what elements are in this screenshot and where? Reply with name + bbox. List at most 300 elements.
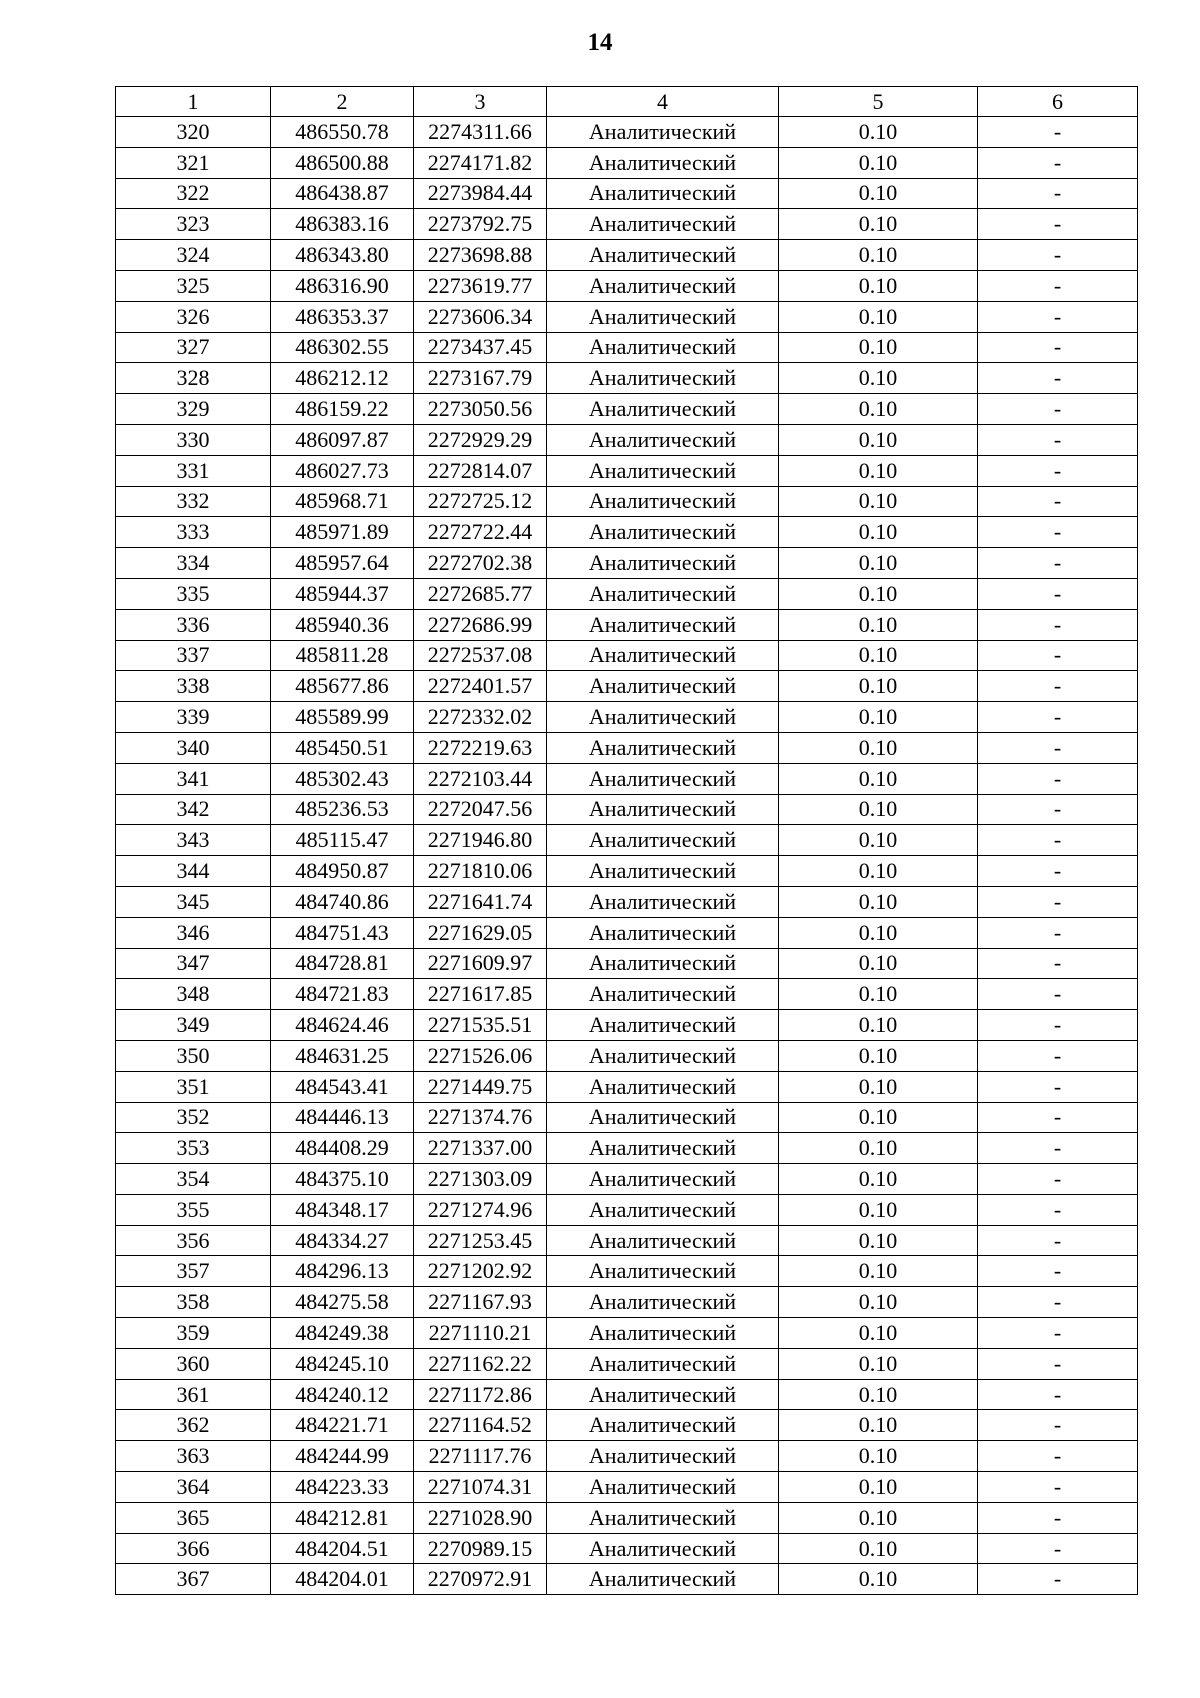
table-row xyxy=(116,1164,1138,1195)
cell-x-coordinate: 485236.53 xyxy=(271,794,414,825)
cell-method: Аналитический xyxy=(547,1318,779,1349)
cell-point-number: 323 xyxy=(116,209,271,240)
cell-y-coordinate: 2271629.05 xyxy=(414,917,547,948)
cell-method: Аналитический xyxy=(547,455,779,486)
cell-note: - xyxy=(978,1318,1138,1349)
cell-y-coordinate: 2273437.45 xyxy=(414,332,547,363)
cell-method: Аналитический xyxy=(547,1441,779,1472)
cell-method: Аналитический xyxy=(547,979,779,1010)
table-row xyxy=(116,1502,1138,1533)
cell-accuracy: 0.10 xyxy=(779,424,978,455)
cell-note: - xyxy=(978,1564,1138,1595)
cell-note: - xyxy=(978,702,1138,733)
cell-accuracy: 0.10 xyxy=(779,1410,978,1441)
cell-y-coordinate: 2270989.15 xyxy=(414,1533,547,1564)
cell-note: - xyxy=(978,1071,1138,1102)
cell-x-coordinate: 484212.81 xyxy=(271,1502,414,1533)
cell-point-number: 343 xyxy=(116,825,271,856)
cell-accuracy: 0.10 xyxy=(779,1040,978,1071)
column-header-3: 3 xyxy=(414,87,547,117)
table-row xyxy=(116,1256,1138,1287)
cell-accuracy: 0.10 xyxy=(779,1318,978,1349)
table-row xyxy=(116,578,1138,609)
cell-method: Аналитический xyxy=(547,424,779,455)
table-row xyxy=(116,948,1138,979)
cell-note: - xyxy=(978,363,1138,394)
column-header-6: 6 xyxy=(978,87,1138,117)
cell-accuracy: 0.10 xyxy=(779,671,978,702)
cell-point-number: 335 xyxy=(116,578,271,609)
cell-method: Аналитический xyxy=(547,117,779,148)
cell-accuracy: 0.10 xyxy=(779,640,978,671)
cell-y-coordinate: 2273984.44 xyxy=(414,178,547,209)
cell-note: - xyxy=(978,1287,1138,1318)
cell-note: - xyxy=(978,178,1138,209)
cell-x-coordinate: 486353.37 xyxy=(271,301,414,332)
cell-point-number: 327 xyxy=(116,332,271,363)
cell-note: - xyxy=(978,886,1138,917)
cell-x-coordinate: 486159.22 xyxy=(271,394,414,425)
table-row xyxy=(116,1318,1138,1349)
cell-method: Аналитический xyxy=(547,732,779,763)
cell-point-number: 337 xyxy=(116,640,271,671)
cell-accuracy: 0.10 xyxy=(779,1164,978,1195)
cell-note: - xyxy=(978,732,1138,763)
cell-method: Аналитический xyxy=(547,332,779,363)
cell-accuracy: 0.10 xyxy=(779,1010,978,1041)
cell-y-coordinate: 2271617.85 xyxy=(414,979,547,1010)
cell-y-coordinate: 2272685.77 xyxy=(414,578,547,609)
cell-note: - xyxy=(978,147,1138,178)
cell-x-coordinate: 484249.38 xyxy=(271,1318,414,1349)
cell-x-coordinate: 485971.89 xyxy=(271,517,414,548)
cell-x-coordinate: 484204.01 xyxy=(271,1564,414,1595)
cell-note: - xyxy=(978,1348,1138,1379)
cell-x-coordinate: 486438.87 xyxy=(271,178,414,209)
cell-method: Аналитический xyxy=(547,270,779,301)
column-header-5: 5 xyxy=(779,87,978,117)
cell-method: Аналитический xyxy=(547,486,779,517)
cell-x-coordinate: 484375.10 xyxy=(271,1164,414,1195)
cell-point-number: 333 xyxy=(116,517,271,548)
table-row xyxy=(116,1410,1138,1441)
cell-method: Аналитический xyxy=(547,240,779,271)
cell-accuracy: 0.10 xyxy=(779,825,978,856)
cell-method: Аналитический xyxy=(547,1164,779,1195)
cell-accuracy: 0.10 xyxy=(779,517,978,548)
cell-y-coordinate: 2271810.06 xyxy=(414,856,547,887)
cell-accuracy: 0.10 xyxy=(779,240,978,271)
table-row xyxy=(116,455,1138,486)
cell-note: - xyxy=(978,1441,1138,1472)
cell-x-coordinate: 485450.51 xyxy=(271,732,414,763)
cell-y-coordinate: 2273619.77 xyxy=(414,270,547,301)
cell-method: Аналитический xyxy=(547,363,779,394)
cell-point-number: 336 xyxy=(116,609,271,640)
cell-accuracy: 0.10 xyxy=(779,209,978,240)
cell-accuracy: 0.10 xyxy=(779,301,978,332)
cell-accuracy: 0.10 xyxy=(779,1502,978,1533)
cell-point-number: 334 xyxy=(116,548,271,579)
cell-note: - xyxy=(978,1410,1138,1441)
cell-accuracy: 0.10 xyxy=(779,948,978,979)
table-row xyxy=(116,640,1138,671)
cell-y-coordinate: 2271946.80 xyxy=(414,825,547,856)
table-row xyxy=(116,301,1138,332)
table-row xyxy=(116,1379,1138,1410)
cell-point-number: 345 xyxy=(116,886,271,917)
cell-accuracy: 0.10 xyxy=(779,1564,978,1595)
cell-note: - xyxy=(978,794,1138,825)
cell-x-coordinate: 484740.86 xyxy=(271,886,414,917)
cell-note: - xyxy=(978,1502,1138,1533)
cell-method: Аналитический xyxy=(547,1256,779,1287)
cell-accuracy: 0.10 xyxy=(779,609,978,640)
cell-note: - xyxy=(978,825,1138,856)
cell-accuracy: 0.10 xyxy=(779,1256,978,1287)
cell-method: Аналитический xyxy=(547,1102,779,1133)
cell-y-coordinate: 2271374.76 xyxy=(414,1102,547,1133)
table-row xyxy=(116,979,1138,1010)
cell-y-coordinate: 2272702.38 xyxy=(414,548,547,579)
page-number: 14 xyxy=(587,29,613,56)
cell-x-coordinate: 484446.13 xyxy=(271,1102,414,1133)
cell-point-number: 350 xyxy=(116,1040,271,1071)
table-row xyxy=(116,856,1138,887)
table-row xyxy=(116,732,1138,763)
table-row xyxy=(116,209,1138,240)
cell-point-number: 326 xyxy=(116,301,271,332)
cell-point-number: 360 xyxy=(116,1348,271,1379)
cell-x-coordinate: 486027.73 xyxy=(271,455,414,486)
cell-method: Аналитический xyxy=(547,609,779,640)
cell-point-number: 341 xyxy=(116,763,271,794)
table-row xyxy=(116,517,1138,548)
cell-method: Аналитический xyxy=(547,578,779,609)
cell-y-coordinate: 2271202.92 xyxy=(414,1256,547,1287)
cell-y-coordinate: 2272686.99 xyxy=(414,609,547,640)
table-header xyxy=(116,87,1138,117)
cell-accuracy: 0.10 xyxy=(779,1533,978,1564)
cell-y-coordinate: 2271028.90 xyxy=(414,1502,547,1533)
cell-x-coordinate: 485944.37 xyxy=(271,578,414,609)
cell-x-coordinate: 485589.99 xyxy=(271,702,414,733)
cell-y-coordinate: 2271274.96 xyxy=(414,1194,547,1225)
cell-point-number: 332 xyxy=(116,486,271,517)
cell-x-coordinate: 485302.43 xyxy=(271,763,414,794)
cell-point-number: 352 xyxy=(116,1102,271,1133)
cell-method: Аналитический xyxy=(547,1472,779,1503)
column-header-2: 2 xyxy=(271,87,414,117)
cell-method: Аналитический xyxy=(547,1225,779,1256)
cell-point-number: 330 xyxy=(116,424,271,455)
cell-note: - xyxy=(978,856,1138,887)
table-row xyxy=(116,486,1138,517)
cell-method: Аналитический xyxy=(547,640,779,671)
cell-accuracy: 0.10 xyxy=(779,886,978,917)
cell-accuracy: 0.10 xyxy=(779,178,978,209)
cell-accuracy: 0.10 xyxy=(779,1287,978,1318)
table-row xyxy=(116,270,1138,301)
cell-y-coordinate: 2271609.97 xyxy=(414,948,547,979)
cell-note: - xyxy=(978,1102,1138,1133)
cell-x-coordinate: 484728.81 xyxy=(271,948,414,979)
cell-method: Аналитический xyxy=(547,178,779,209)
cell-note: - xyxy=(978,948,1138,979)
table-row xyxy=(116,1010,1138,1041)
cell-y-coordinate: 2271526.06 xyxy=(414,1040,547,1071)
cell-accuracy: 0.10 xyxy=(779,117,978,148)
table-row xyxy=(116,825,1138,856)
cell-accuracy: 0.10 xyxy=(779,763,978,794)
cell-x-coordinate: 485940.36 xyxy=(271,609,414,640)
cell-method: Аналитический xyxy=(547,1010,779,1041)
table-row xyxy=(116,702,1138,733)
cell-point-number: 359 xyxy=(116,1318,271,1349)
table-row xyxy=(116,917,1138,948)
cell-x-coordinate: 486302.55 xyxy=(271,332,414,363)
table-row xyxy=(116,1133,1138,1164)
cell-x-coordinate: 486383.16 xyxy=(271,209,414,240)
cell-accuracy: 0.10 xyxy=(779,1102,978,1133)
table-row xyxy=(116,671,1138,702)
table-row xyxy=(116,886,1138,917)
cell-accuracy: 0.10 xyxy=(779,1133,978,1164)
cell-method: Аналитический xyxy=(547,917,779,948)
cell-y-coordinate: 2271162.22 xyxy=(414,1348,547,1379)
table-row xyxy=(116,332,1138,363)
cell-x-coordinate: 484223.33 xyxy=(271,1472,414,1503)
cell-point-number: 324 xyxy=(116,240,271,271)
cell-accuracy: 0.10 xyxy=(779,1441,978,1472)
cell-point-number: 351 xyxy=(116,1071,271,1102)
cell-y-coordinate: 2273792.75 xyxy=(414,209,547,240)
cell-note: - xyxy=(978,1379,1138,1410)
cell-x-coordinate: 485811.28 xyxy=(271,640,414,671)
table-row xyxy=(116,1071,1138,1102)
cell-y-coordinate: 2272814.07 xyxy=(414,455,547,486)
cell-accuracy: 0.10 xyxy=(779,1071,978,1102)
cell-y-coordinate: 2273606.34 xyxy=(414,301,547,332)
cell-x-coordinate: 484334.27 xyxy=(271,1225,414,1256)
table-row xyxy=(116,1194,1138,1225)
cell-point-number: 348 xyxy=(116,979,271,1010)
cell-note: - xyxy=(978,1256,1138,1287)
cell-note: - xyxy=(978,1472,1138,1503)
cell-y-coordinate: 2271172.86 xyxy=(414,1379,547,1410)
cell-method: Аналитический xyxy=(547,1348,779,1379)
cell-y-coordinate: 2271110.21 xyxy=(414,1318,547,1349)
cell-x-coordinate: 484721.83 xyxy=(271,979,414,1010)
cell-method: Аналитический xyxy=(547,1194,779,1225)
cell-note: - xyxy=(978,640,1138,671)
cell-point-number: 322 xyxy=(116,178,271,209)
table-row xyxy=(116,1533,1138,1564)
cell-point-number: 349 xyxy=(116,1010,271,1041)
table-row xyxy=(116,424,1138,455)
cell-note: - xyxy=(978,609,1138,640)
cell-point-number: 362 xyxy=(116,1410,271,1441)
cell-y-coordinate: 2274171.82 xyxy=(414,147,547,178)
cell-method: Аналитический xyxy=(547,1071,779,1102)
cell-note: - xyxy=(978,394,1138,425)
cell-note: - xyxy=(978,578,1138,609)
cell-accuracy: 0.10 xyxy=(779,548,978,579)
cell-y-coordinate: 2272722.44 xyxy=(414,517,547,548)
cell-method: Аналитический xyxy=(547,702,779,733)
table-row xyxy=(116,1102,1138,1133)
table-row xyxy=(116,240,1138,271)
column-header-4: 4 xyxy=(547,87,779,117)
cell-method: Аналитический xyxy=(547,394,779,425)
table-body xyxy=(116,117,1138,1595)
cell-method: Аналитический xyxy=(547,548,779,579)
cell-x-coordinate: 485677.86 xyxy=(271,671,414,702)
table-row xyxy=(116,1225,1138,1256)
cell-method: Аналитический xyxy=(547,517,779,548)
table-row xyxy=(116,117,1138,148)
cell-accuracy: 0.10 xyxy=(779,1225,978,1256)
cell-accuracy: 0.10 xyxy=(779,147,978,178)
cell-note: - xyxy=(978,1010,1138,1041)
cell-note: - xyxy=(978,424,1138,455)
cell-x-coordinate: 486550.78 xyxy=(271,117,414,148)
cell-method: Аналитический xyxy=(547,794,779,825)
cell-note: - xyxy=(978,1194,1138,1225)
cell-point-number: 325 xyxy=(116,270,271,301)
table-row xyxy=(116,763,1138,794)
cell-y-coordinate: 2272401.57 xyxy=(414,671,547,702)
cell-method: Аналитический xyxy=(547,1379,779,1410)
coordinates-table xyxy=(115,86,1138,1595)
cell-note: - xyxy=(978,270,1138,301)
cell-x-coordinate: 486343.80 xyxy=(271,240,414,271)
header-row xyxy=(116,87,1138,117)
cell-point-number: 342 xyxy=(116,794,271,825)
cell-note: - xyxy=(978,301,1138,332)
cell-method: Аналитический xyxy=(547,147,779,178)
cell-accuracy: 0.10 xyxy=(779,1348,978,1379)
cell-x-coordinate: 486212.12 xyxy=(271,363,414,394)
cell-method: Аналитический xyxy=(547,886,779,917)
cell-accuracy: 0.10 xyxy=(779,856,978,887)
cell-note: - xyxy=(978,763,1138,794)
table-row xyxy=(116,548,1138,579)
cell-x-coordinate: 484348.17 xyxy=(271,1194,414,1225)
cell-x-coordinate: 486097.87 xyxy=(271,424,414,455)
cell-point-number: 355 xyxy=(116,1194,271,1225)
cell-accuracy: 0.10 xyxy=(779,270,978,301)
cell-point-number: 364 xyxy=(116,1472,271,1503)
cell-y-coordinate: 2271167.93 xyxy=(414,1287,547,1318)
cell-method: Аналитический xyxy=(547,1040,779,1071)
cell-note: - xyxy=(978,1225,1138,1256)
cell-y-coordinate: 2271164.52 xyxy=(414,1410,547,1441)
cell-note: - xyxy=(978,671,1138,702)
cell-y-coordinate: 2272537.08 xyxy=(414,640,547,671)
cell-y-coordinate: 2272103.44 xyxy=(414,763,547,794)
cell-accuracy: 0.10 xyxy=(779,578,978,609)
cell-accuracy: 0.10 xyxy=(779,1379,978,1410)
cell-point-number: 328 xyxy=(116,363,271,394)
cell-method: Аналитический xyxy=(547,763,779,794)
cell-accuracy: 0.10 xyxy=(779,1194,978,1225)
cell-point-number: 338 xyxy=(116,671,271,702)
cell-y-coordinate: 2272332.02 xyxy=(414,702,547,733)
cell-method: Аналитический xyxy=(547,825,779,856)
cell-note: - xyxy=(978,240,1138,271)
cell-method: Аналитический xyxy=(547,856,779,887)
cell-x-coordinate: 484275.58 xyxy=(271,1287,414,1318)
table-row xyxy=(116,609,1138,640)
cell-x-coordinate: 484296.13 xyxy=(271,1256,414,1287)
cell-note: - xyxy=(978,117,1138,148)
cell-accuracy: 0.10 xyxy=(779,979,978,1010)
table-row xyxy=(116,178,1138,209)
cell-accuracy: 0.10 xyxy=(779,917,978,948)
table-row xyxy=(116,1564,1138,1595)
cell-x-coordinate: 485968.71 xyxy=(271,486,414,517)
cell-y-coordinate: 2272929.29 xyxy=(414,424,547,455)
cell-x-coordinate: 485957.64 xyxy=(271,548,414,579)
cell-note: - xyxy=(978,1040,1138,1071)
column-header-1: 1 xyxy=(116,87,271,117)
cell-method: Аналитический xyxy=(547,671,779,702)
cell-method: Аналитический xyxy=(547,209,779,240)
cell-x-coordinate: 484543.41 xyxy=(271,1071,414,1102)
cell-accuracy: 0.10 xyxy=(779,1472,978,1503)
cell-x-coordinate: 484631.25 xyxy=(271,1040,414,1071)
cell-x-coordinate: 484204.51 xyxy=(271,1533,414,1564)
cell-x-coordinate: 486500.88 xyxy=(271,147,414,178)
cell-x-coordinate: 484408.29 xyxy=(271,1133,414,1164)
cell-accuracy: 0.10 xyxy=(779,702,978,733)
cell-x-coordinate: 486316.90 xyxy=(271,270,414,301)
cell-accuracy: 0.10 xyxy=(779,332,978,363)
cell-y-coordinate: 2273167.79 xyxy=(414,363,547,394)
cell-y-coordinate: 2273050.56 xyxy=(414,394,547,425)
cell-accuracy: 0.10 xyxy=(779,394,978,425)
cell-point-number: 361 xyxy=(116,1379,271,1410)
cell-x-coordinate: 484751.43 xyxy=(271,917,414,948)
cell-x-coordinate: 484221.71 xyxy=(271,1410,414,1441)
cell-point-number: 363 xyxy=(116,1441,271,1472)
table-row xyxy=(116,147,1138,178)
cell-method: Аналитический xyxy=(547,1287,779,1318)
cell-accuracy: 0.10 xyxy=(779,794,978,825)
cell-y-coordinate: 2273698.88 xyxy=(414,240,547,271)
table-row xyxy=(116,1441,1138,1472)
cell-note: - xyxy=(978,979,1138,1010)
cell-note: - xyxy=(978,1133,1138,1164)
cell-y-coordinate: 2271535.51 xyxy=(414,1010,547,1041)
cell-point-number: 367 xyxy=(116,1564,271,1595)
cell-point-number: 356 xyxy=(116,1225,271,1256)
cell-method: Аналитический xyxy=(547,1133,779,1164)
cell-note: - xyxy=(978,1164,1138,1195)
cell-point-number: 339 xyxy=(116,702,271,733)
cell-x-coordinate: 485115.47 xyxy=(271,825,414,856)
cell-note: - xyxy=(978,455,1138,486)
cell-x-coordinate: 484244.99 xyxy=(271,1441,414,1472)
table-row xyxy=(116,794,1138,825)
cell-x-coordinate: 484240.12 xyxy=(271,1379,414,1410)
cell-y-coordinate: 2272219.63 xyxy=(414,732,547,763)
cell-method: Аналитический xyxy=(547,1502,779,1533)
cell-x-coordinate: 484624.46 xyxy=(271,1010,414,1041)
cell-point-number: 320 xyxy=(116,117,271,148)
cell-accuracy: 0.10 xyxy=(779,732,978,763)
